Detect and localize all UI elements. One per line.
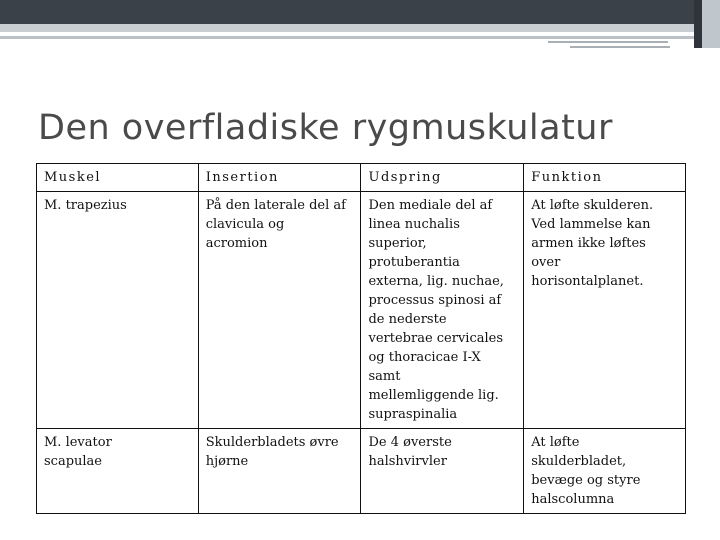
header-udspring: Udspring bbox=[361, 164, 524, 192]
cell-udspring: De 4 øverste halshvirvler bbox=[361, 429, 524, 514]
cell-funktion: At løfte skulderbladet, bevæge og styre halscolumna bbox=[524, 429, 686, 514]
top-band-accent bbox=[694, 0, 702, 48]
top-band-gray bbox=[0, 24, 720, 32]
cell-insertion: Skulderbladets øvre hjørne bbox=[198, 429, 361, 514]
cell-insertion: På den laterale del af clavicula og acromion bbox=[198, 192, 361, 429]
slide-title: Den overfladiske rygmuskulatur bbox=[38, 108, 613, 148]
cell-udspring: Den mediale del af linea nuchalis superior, protuberantia externa, lig. nuchae, processus spinosi af de nederste vertebrae cervicales og thoracicae I-X samt mellemliggende lig. supraspinalia bbox=[361, 192, 524, 429]
decorative-line bbox=[0, 36, 705, 39]
cell-muskel: M. levator scapulae bbox=[37, 429, 199, 514]
header-muskel: Muskel bbox=[37, 164, 199, 192]
top-band-dark bbox=[0, 0, 720, 24]
table-row bbox=[37, 192, 686, 429]
muscle-table bbox=[36, 163, 686, 514]
cell-muskel: M. trapezius bbox=[37, 192, 199, 429]
table-header-row bbox=[37, 164, 686, 192]
decorative-line bbox=[548, 41, 668, 43]
header-funktion: Funktion bbox=[524, 164, 686, 192]
decorative-line bbox=[570, 46, 670, 48]
cell-funktion: At løfte skulderen. Ved lammelse kan armen ikke løftes over horisontalplanet. bbox=[524, 192, 686, 429]
table-row bbox=[37, 429, 686, 514]
header-insertion: Insertion bbox=[198, 164, 361, 192]
